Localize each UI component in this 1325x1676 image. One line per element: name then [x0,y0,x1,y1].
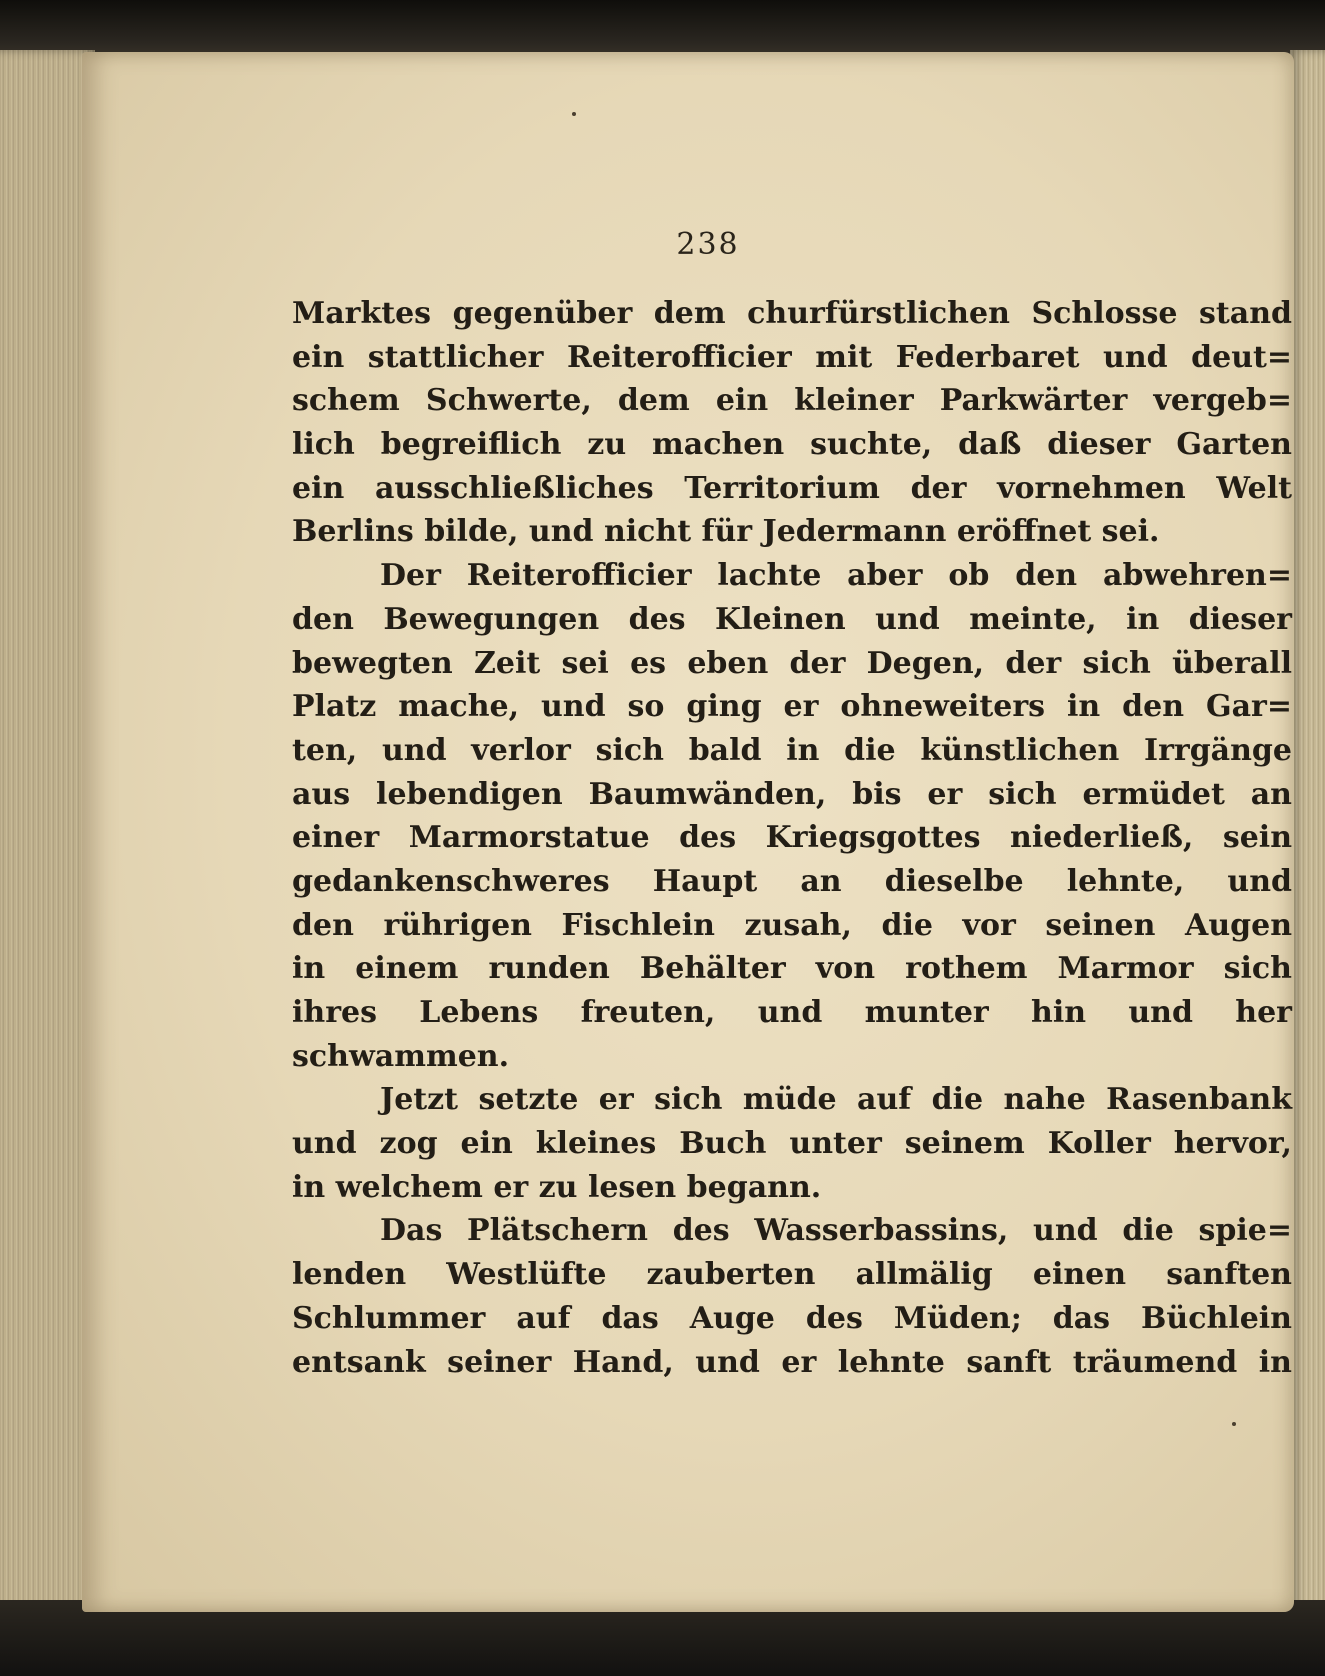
text-line: Jetzt setzte er sich müde auf die nahe Rasenbank [380,1082,1292,1118]
text-line: schem Schwerte, dem ein kleiner Parkwärter vergeb= [292,383,1292,419]
body-text [292,292,1292,1384]
text-line: den rührigen Fischlein zusah, die vor seinen Augen [292,907,1292,943]
text-line: schwammen. [292,1038,510,1074]
text-line: Schlummer auf das Auge des Müden; das Büchlein [292,1300,1292,1336]
text-line: gedankenschweres Haupt an dieselbe lehnte, und [292,863,1292,899]
text-line: aus lebendigen Baumwänden, bis er sich ermüdet an [292,776,1292,812]
text-line: entsank seiner Hand, und er lehnte sanft träumend in [292,1344,1292,1380]
text-line: in welchem er zu lesen begann. [292,1169,822,1205]
text-line: einer Marmorstatue des Kriegsgottes niederließ, sein [292,820,1292,856]
book-cover-top-edge [0,0,1325,60]
text-line: Der Reiterofficier lachte aber ob den abwehren= [380,558,1292,594]
text-line: bewegten Zeit sei es eben der Degen, der sich überall [292,645,1292,681]
paper-speck [1232,1422,1236,1426]
text-line: ein ausschließliches Territorium der vornehmen Welt [292,470,1292,506]
text-line: ihres Lebens freuten, und munter hin und her [292,995,1292,1030]
page-number: 238 [676,227,740,262]
text-line: Platz mache, und so ging er ohneweiters in den Gar= [292,689,1292,725]
text-line: den Bewegungen des Kleinen und meinte, in dieser [292,601,1292,637]
text-line: Berlins bilde, und nicht für Jedermann eröffnet sei. [292,514,1160,550]
right-page-stack [1290,50,1325,1620]
text-line: ein stattlicher Reiterofficier mit Federbaret und deut= [292,339,1292,375]
text-line: lenden Westlüfte zauberten allmälig einen sanften [292,1257,1292,1293]
text-line: lich begreiflich zu machen suchte, daß dieser Garten [292,427,1292,463]
book-page [82,52,1294,1612]
left-page-stack [0,50,95,1620]
text-line: ten, und verlor sich bald in die künstlichen Irrgänge [292,732,1292,768]
text-line: und zog ein kleines Buch unter seinem Koller hervor, [292,1126,1292,1162]
paper-speck [572,112,576,116]
text-line: in einem runden Behälter von rothem Marmor sich [292,951,1292,987]
text-line: Das Plätschern des Wasserbassins, und die spie= [380,1213,1292,1249]
text-line: Marktes gegenüber dem churfürstlichen Schlosse stand [292,296,1292,331]
